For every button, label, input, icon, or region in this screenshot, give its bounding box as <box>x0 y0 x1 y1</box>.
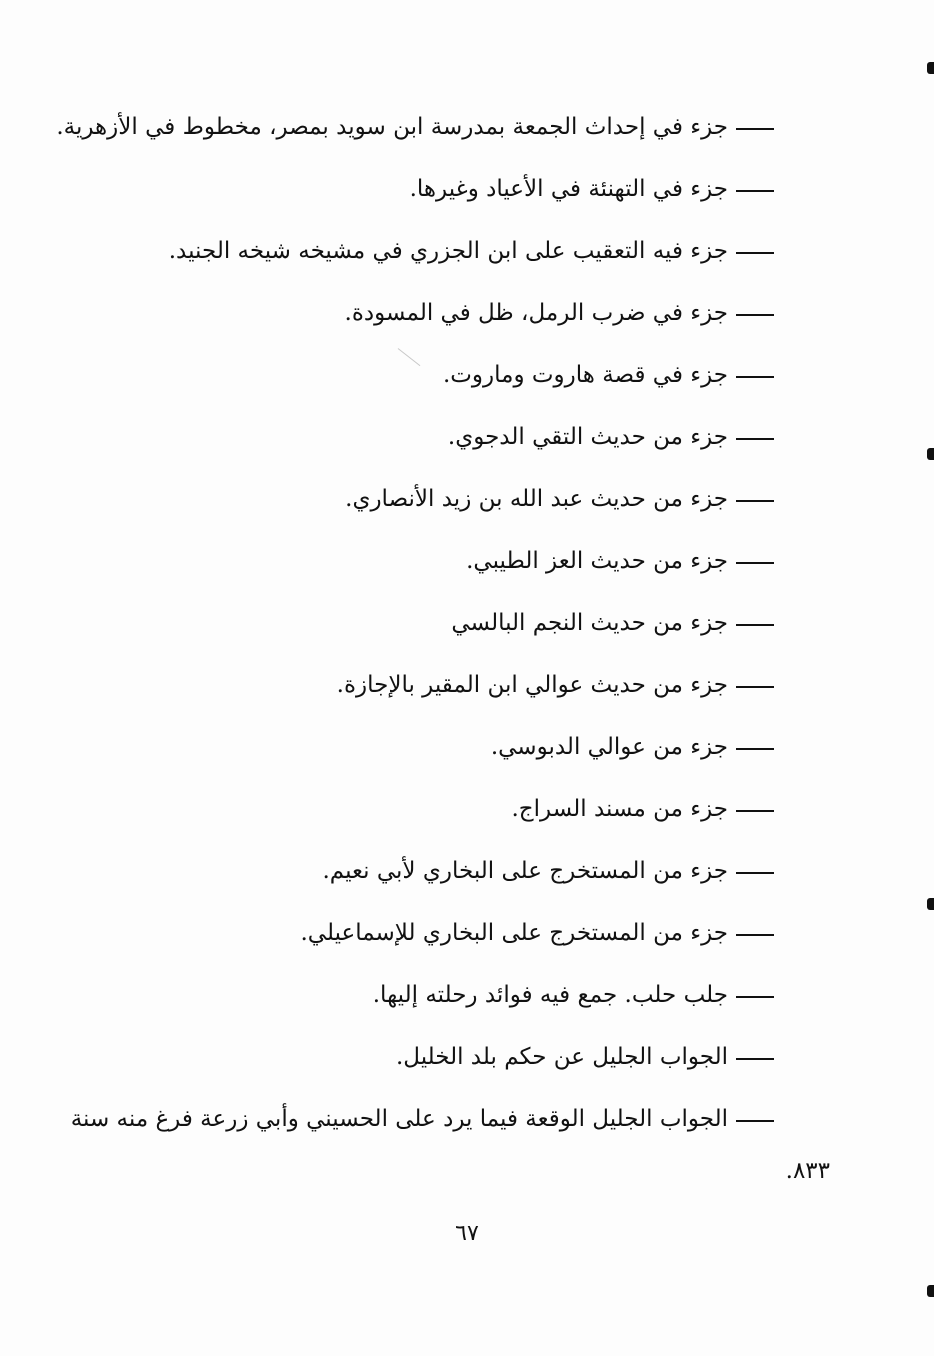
scan-edge-mark <box>927 448 934 460</box>
entry-text: جزء في ضرب الرمل، ظل في المسودة. <box>344 300 728 326</box>
list-item <box>94 282 774 344</box>
em-dash <box>736 1058 774 1060</box>
em-dash <box>736 686 774 688</box>
scan-edge-mark <box>927 62 934 74</box>
entry-text: جزء من حديث عوالي ابن المقير بالإجازة. <box>336 672 728 698</box>
list-item <box>94 778 774 840</box>
em-dash <box>736 128 774 130</box>
list-item <box>94 344 774 406</box>
em-dash <box>736 438 774 440</box>
entry-text: جزء من عوالي الدبوسي. <box>490 734 728 760</box>
page-number: ٦٧ <box>455 1221 479 1246</box>
list-item <box>94 902 774 964</box>
list-item <box>94 592 774 654</box>
list-item <box>70 1088 774 1150</box>
entry-text: جزء من المستخرج على البخاري للإسماعيلي. <box>300 920 728 946</box>
em-dash <box>736 748 774 750</box>
list-item <box>94 654 774 716</box>
em-dash <box>736 500 774 502</box>
entry-text: جزء في قصة هاروت وماروت. <box>442 362 728 388</box>
entry-text: جزء من حديث عبد الله بن زيد الأنصاري. <box>345 486 728 512</box>
entries-list <box>56 96 774 1150</box>
list-item <box>94 468 774 530</box>
entry-text: جزء في التهنئة في الأعياد وغيرها. <box>409 176 728 202</box>
list-item <box>94 530 774 592</box>
em-dash <box>736 190 774 192</box>
entry-text: الجواب الجليل عن حكم بلد الخليل. <box>395 1044 728 1070</box>
entry-text: جزء من المستخرج على البخاري لأبي نعيم. <box>322 858 728 884</box>
entry-text: جزء من حديث التقي الدجوي. <box>447 424 728 450</box>
list-item <box>94 1026 774 1088</box>
em-dash <box>736 872 774 874</box>
entry-text: جزء من حديث النجم البالسي <box>451 610 728 636</box>
em-dash <box>736 996 774 998</box>
list-item <box>94 220 774 282</box>
entry-text: جزء في إحداث الجمعة بمدرسة ابن سويد بمصر، مخطوط في الأزهرية. <box>56 114 728 140</box>
list-item <box>56 96 774 158</box>
entry-continuation: ٨٣٣. <box>785 1158 830 1184</box>
em-dash <box>736 624 774 626</box>
list-item <box>94 406 774 468</box>
list-item <box>94 716 774 778</box>
em-dash <box>736 562 774 564</box>
entry-text: جزء من حديث العز الطيبي. <box>466 548 728 574</box>
entry-text: الجواب الجليل الوقعة فيما يرد على الحسيني وأبي زرعة فرغ منه سنة <box>70 1106 728 1132</box>
em-dash <box>736 376 774 378</box>
scan-edge-mark <box>927 898 934 910</box>
list-item <box>94 158 774 220</box>
list-item <box>94 964 774 1026</box>
entry-text: جزء من مسند السراج. <box>511 796 728 822</box>
list-item <box>94 840 774 902</box>
em-dash <box>736 252 774 254</box>
em-dash <box>736 934 774 936</box>
em-dash <box>736 810 774 812</box>
em-dash <box>736 314 774 316</box>
em-dash <box>736 1120 774 1122</box>
scan-edge-mark <box>927 1285 934 1297</box>
entry-text: جلب حلب. جمع فيه فوائد رحلته إليها. <box>372 982 728 1008</box>
entry-text: جزء فيه التعقيب على ابن الجزري في مشيخه شيخه الجنيد. <box>168 238 728 264</box>
